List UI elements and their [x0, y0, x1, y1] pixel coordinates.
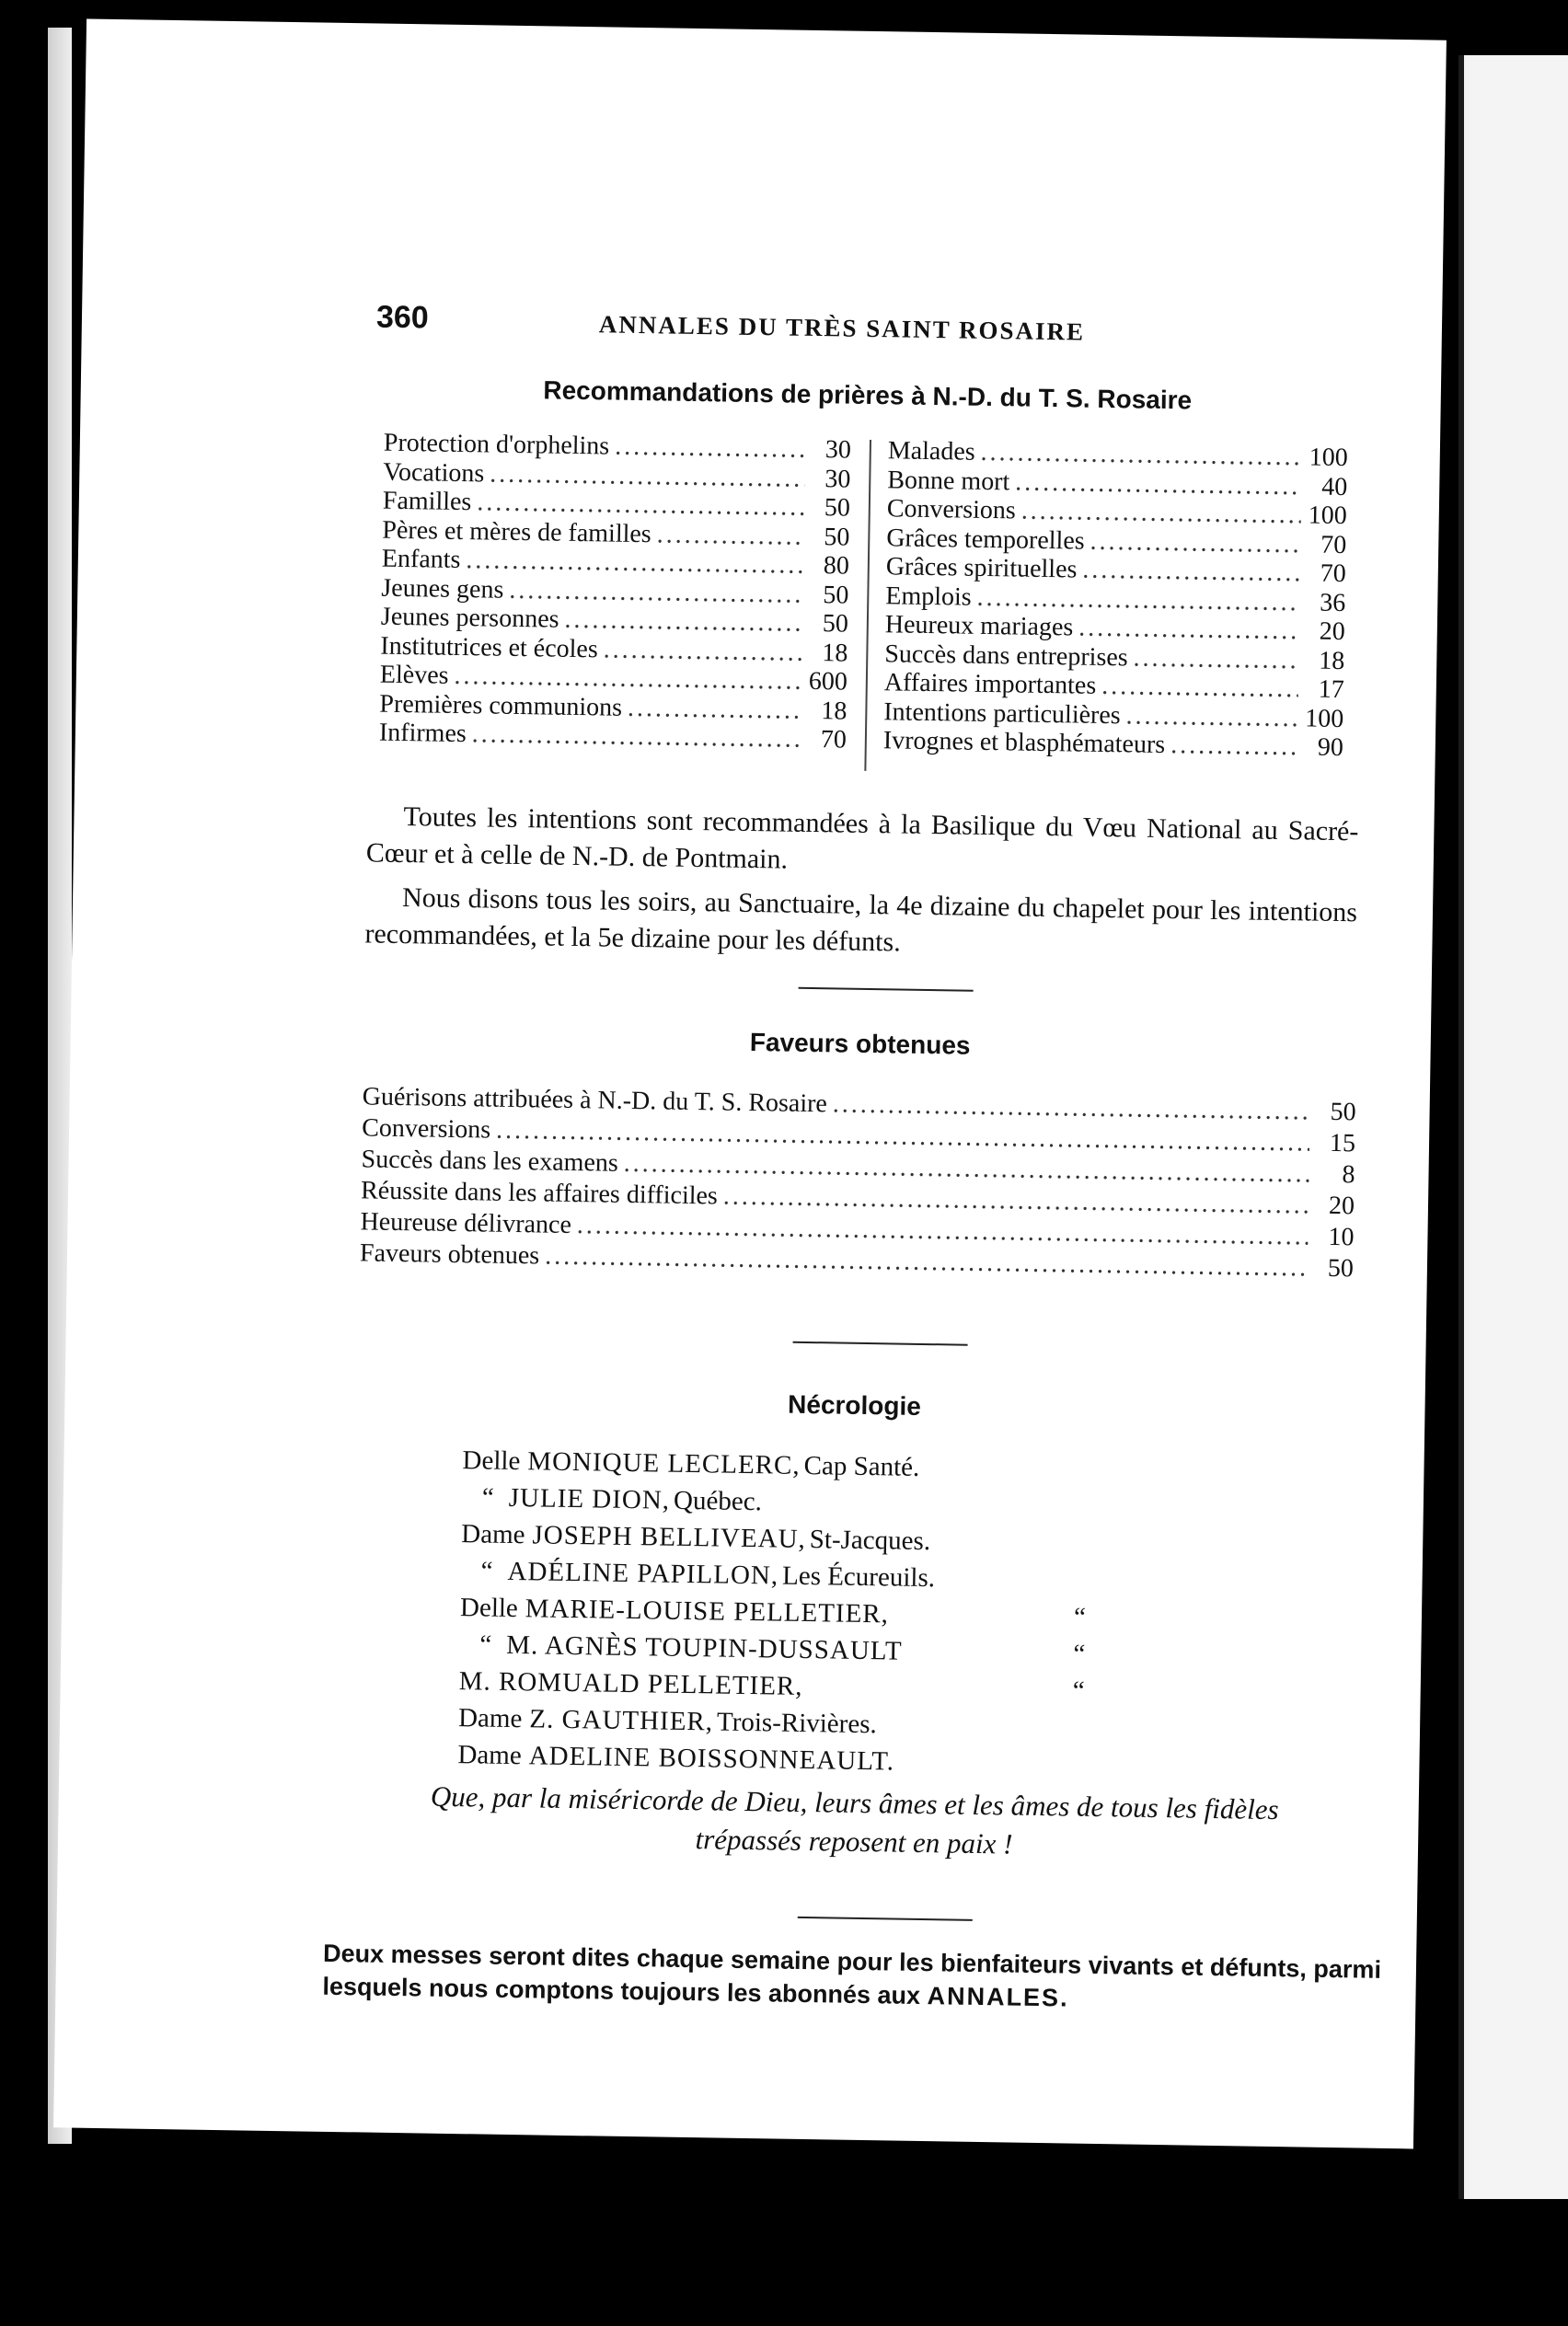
- notice-text: Deux messes seront dites chaque semaine pour les bienfaiteurs vivants et défunts, parmi lesquels nous comptons toujours les abonnés aux: [322, 1939, 1382, 2010]
- item-count: 50: [1327, 1253, 1355, 1284]
- prayer-line: trépassés reposent en paix !: [695, 1823, 1013, 1860]
- masses-notice: [322, 1937, 1381, 2020]
- entry-title: Dame: [457, 1740, 523, 1771]
- item-count: 50: [824, 493, 851, 523]
- item-label: Conversions: [361, 1113, 491, 1145]
- item-count: 20: [1328, 1191, 1355, 1221]
- item-count: 15: [1329, 1128, 1356, 1158]
- entry-title: Delle: [459, 1593, 519, 1624]
- facing-page-fragment: [1458, 55, 1568, 2199]
- item-label: Infirmes: [378, 718, 467, 749]
- recommendations-left-column: [379, 429, 851, 754]
- prayer-text: [325, 1776, 1384, 1870]
- entry-place: Cap Santé.: [803, 1450, 920, 1482]
- item-count: 50: [824, 522, 850, 552]
- favors-title: Faveurs obtenues: [749, 1027, 971, 1060]
- entry-title: Delle: [462, 1445, 521, 1477]
- item-label: Réussite dans les affaires difficiles: [360, 1176, 719, 1211]
- entry-place: Québec.: [673, 1485, 763, 1517]
- entry-title: Dame: [461, 1519, 525, 1550]
- item-count: 18: [822, 638, 848, 668]
- item-count: 50: [1330, 1097, 1356, 1127]
- list-item: [379, 719, 847, 754]
- item-count: 18: [1319, 646, 1345, 675]
- item-count: 90: [1317, 732, 1344, 763]
- list-item: [883, 726, 1343, 762]
- item-count: 50: [822, 609, 849, 639]
- item-label: Emplois: [885, 581, 972, 612]
- item-label: Heureux mariages: [884, 610, 1074, 642]
- item-label: Jeunes personnes: [380, 602, 559, 634]
- item-count: 70: [1320, 558, 1347, 589]
- item-label: Pères et mères de familles: [382, 515, 651, 548]
- item-label: Intentions particulières: [883, 697, 1121, 730]
- recommendations-title: Recommandations de prières à N.-D. du T. S. Rosaire: [543, 375, 1193, 415]
- section-divider: [798, 1917, 973, 1921]
- item-label: Premières communions: [379, 689, 623, 722]
- item-label: Protection d'orphelins: [383, 428, 610, 461]
- notice-emphasis: ANNALES.: [927, 1982, 1069, 2012]
- item-count: 10: [1328, 1222, 1355, 1252]
- recommendations-table: [378, 429, 1350, 798]
- necrology-title: Nécrologie: [787, 1389, 922, 1421]
- item-label: Elèves: [379, 660, 449, 690]
- entry-title: Dame: [457, 1703, 523, 1734]
- entry-name: ADÉLINE PAPILLON,: [507, 1556, 779, 1591]
- item-label: Grâces spirituelles: [885, 552, 1078, 584]
- item-label: Vocations: [383, 457, 485, 488]
- rosary-paragraph: Nous disons tous les soirs, au Sanctuaire, la 4e dizaine du chapelet pour les intentions recommandées, et la 5e dizaine pour les défunts.: [364, 882, 1358, 958]
- item-label: Guérisons attribuées à N.-D. du T. S. Rosaire: [362, 1082, 828, 1119]
- entry-place: St-Jacques.: [809, 1525, 931, 1557]
- item-label: Jeunes gens: [381, 573, 504, 605]
- item-count: 70: [820, 725, 847, 754]
- ditto-mark: “: [1072, 1675, 1085, 1706]
- entry-place: Les Écureuils.: [781, 1560, 936, 1594]
- entry-name: MARIE-LOUISE PELLETIER,: [525, 1594, 890, 1629]
- item-count: 36: [1320, 588, 1346, 617]
- item-count: 17: [1318, 674, 1345, 705]
- section-divider: [799, 987, 974, 992]
- section-divider: [793, 1341, 968, 1346]
- item-count: 40: [1321, 472, 1348, 501]
- ditto-mark: “: [1073, 1602, 1087, 1632]
- favors-list: [360, 1081, 1356, 1284]
- recommendations-right-column: [883, 436, 1348, 762]
- item-count: 30: [824, 464, 851, 494]
- ditto-mark: “: [1073, 1639, 1086, 1669]
- item-label: Malades: [887, 436, 975, 466]
- item-count: 30: [824, 435, 852, 465]
- item-count: 100: [1309, 443, 1349, 473]
- item-count: 70: [1320, 530, 1347, 559]
- item-label: Faveurs obtenues: [359, 1238, 540, 1271]
- document-page: [53, 19, 1447, 2149]
- necrology-list: [457, 1442, 1125, 1783]
- entry-name: JOSEPH BELLIVEAU,: [532, 1520, 807, 1554]
- item-label: Succès dans les examens: [361, 1145, 619, 1178]
- journal-title: ANNALES DU TRÈS SAINT ROSAIRE: [598, 310, 1086, 346]
- column-divider: [864, 440, 871, 771]
- item-label: Bonne mort: [887, 465, 1010, 496]
- item-count: 18: [821, 696, 847, 726]
- item-label: Affaires importantes: [883, 668, 1097, 700]
- entry-name: M. ROMUALD PELLETIER,: [458, 1666, 803, 1701]
- item-label: Familles: [382, 486, 472, 517]
- running-head: [376, 300, 1297, 361]
- entry-name: MONIQUE LECLERC,: [527, 1446, 801, 1480]
- item-label: Institutrices et écoles: [380, 631, 599, 663]
- item-count: 80: [823, 551, 850, 581]
- entry-title: “: [480, 1556, 493, 1586]
- item-count: 100: [1308, 501, 1348, 531]
- entry-title: “: [481, 1482, 495, 1513]
- entry-name: Z. GAUTHIER,: [529, 1704, 714, 1737]
- intentions-paragraph: Toutes les intentions sont recommandées à la Basilique du Vœu National au Sacré-Cœur et à celle de N.-D. de Pontmain.: [365, 801, 1359, 875]
- item-count: 50: [823, 580, 849, 610]
- entry-name: JULIE DION,: [508, 1482, 671, 1515]
- entry-name: M. AGNÈS TOUPIN-DUSSAULT: [506, 1629, 903, 1666]
- item-label: Succès dans entreprises: [884, 639, 1128, 672]
- entry-place: Trois-Rivières.: [716, 1707, 878, 1740]
- item-count: 8: [1342, 1160, 1355, 1190]
- item-label: Grâces temporelles: [886, 523, 1085, 556]
- item-label: Ivrognes et blasphémateurs: [882, 726, 1166, 760]
- entry-title: “: [479, 1629, 492, 1660]
- item-label: Conversions: [886, 494, 1017, 525]
- item-count: 600: [808, 666, 848, 697]
- item-count: 20: [1319, 616, 1346, 647]
- item-label: Enfants: [381, 544, 461, 574]
- item-count: 100: [1305, 703, 1344, 733]
- entry-name: ADELINE BOISSONNEAULT.: [528, 1741, 895, 1777]
- item-label: Heureuse délivrance: [360, 1207, 572, 1239]
- page-number: 360: [375, 299, 430, 336]
- prayer-line: Que, par la miséricorde de Dieu, leurs âmes et les âmes de tous les fidèles: [430, 1779, 1279, 1826]
